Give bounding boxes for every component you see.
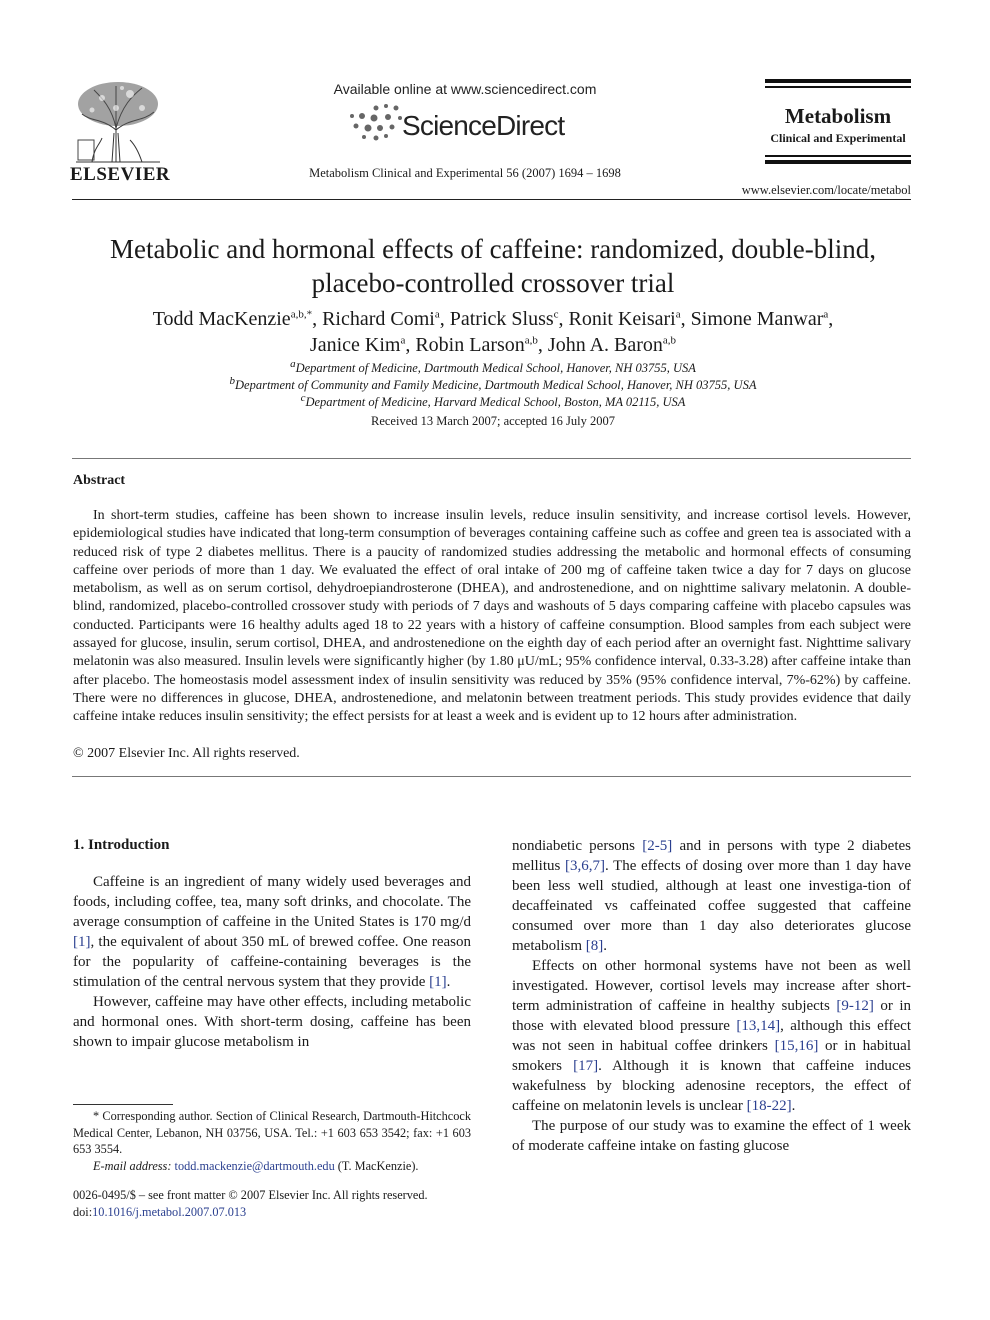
journal-title: Metabolism	[784, 104, 892, 128]
affiliation-sup: a	[290, 357, 296, 370]
body-column-right	[512, 836, 911, 1156]
journal-url[interactable]: www.elsevier.com/locate/metabol	[741, 183, 911, 197]
paragraph-text: Effects on other hormonal systems have not been as well investigated. However, cortisol levels may increase after short-term administration of caffeine in healthy subjects	[512, 958, 911, 1014]
citation-link[interactable]: [13,14]	[736, 1018, 781, 1034]
author-affil-sup: a,b	[524, 334, 538, 347]
journal-rule	[765, 155, 911, 157]
journal-rule	[765, 86, 911, 88]
author-affil-sup: a,b	[662, 334, 677, 347]
affiliation	[60, 374, 926, 393]
paragraph-text: Caffeine is an ingredient of many widely used beverages and foods, including coffee, tea, many soft drinks, and chocolate. The average consumption of caffeine in the United States is 170 mg/d	[73, 874, 471, 930]
author-name: Ronit Keisari	[568, 308, 676, 330]
abstract-copyright: © 2007 Elsevier Inc. All rights reserved.	[73, 746, 300, 761]
affiliation	[60, 357, 926, 376]
citation-link[interactable]: [2-5]	[642, 838, 673, 854]
publisher-name: ELSEVIER	[70, 164, 171, 185]
title-line: Metabolic and hormonal effects of caffeine: randomized, double-blind,	[110, 234, 876, 264]
author-name: Simone Manwar	[690, 308, 824, 330]
title-line: placebo-controlled crossover trial	[311, 268, 675, 298]
paragraph-text: or in habitual smokers	[512, 1038, 911, 1074]
footnote-rule	[73, 1104, 173, 1105]
journal-subtitle: Clinical and Experimental	[770, 131, 906, 145]
paragraph-text: , although this effect was not seen in habitual coffee drinkers	[512, 1018, 911, 1054]
author-name: Robin Larson	[415, 334, 525, 356]
author-name: Janice Kim	[309, 334, 401, 356]
doi-link[interactable]: 10.1016/j.metabol.2007.07.013	[92, 1205, 247, 1219]
abstract-text: In short-term studies, caffeine has been shown to increase insulin levels, reduce insulin sensitivity, and increase cortisol levels. However, epidemiological studies have indicated that long-term consumption of beverages containing caffeine such as coffee and green tea is associated with a reduced risk of type 2 diabetes mellitus. There is a paucity of randomized studies addressing the metabolic and hormonal effects of consuming caffeine over periods of more than 1 day. We evaluated the effect of oral intake of 200 mg of caffeine taken twice a day for 7 days on glucose metabolism, as well as on serum cortisol, dehydroepiandrosterone (DHEA), and androstenedione, and on nighttime salivary melatonin. A double-blind, randomized, placebo-controlled crossover study with periods of 7 days and washouts of 5 days comparing caffeine with placebo capsules was conducted. Participants were 16 healthy adults aged 18 to 22 years with a history of caffeine consumption. Blood samples from each subject were assayed for glucose, insulin, serum cortisol, DHEA, and androstenedione on the eighth day of each period after an overnight fast. Nighttime salivary melatonin was also measured. Insulin levels were significantly higher (by 1.80 μU/mL; 95% confidence interval, 0.33-3.28) after caffeine intake than after placebo. The homeostasis model assessment index of insulin sensitivity was reduced by 35% (95% confidence interval, 7%-62%) by caffeine. There were no differences in glucose, DHEA, androstenedione, and melatonin between treatment periods. This study provides evidence that daily caffeine intake reduces insulin sensitivity; the effect persists for at least a week and is evident up to 12 hours after administration.	[73, 508, 911, 725]
available-online-text[interactable]: Available online at www.sciencedirect.com	[333, 81, 597, 97]
author-affil-sup: a,b,*	[290, 308, 313, 321]
footnote-email	[73, 1158, 471, 1175]
article-title	[60, 232, 926, 300]
citation-link[interactable]: [8]	[585, 938, 604, 954]
affiliation-text: Department of Medicine, Dartmouth Medical School, Hanover, NH 03755, USA	[295, 361, 696, 375]
author-name: John A. Baron	[547, 334, 663, 356]
section-heading-introduction: 1. Introduction	[73, 837, 170, 853]
affiliation-text: Department of Medicine, Harvard Medical School, Boston, MA 02115, USA	[305, 395, 686, 409]
email-link[interactable]: todd.mackenzie@dartmouth.edu	[174, 1158, 335, 1173]
email-label: E-mail address:	[93, 1158, 172, 1173]
citation-link[interactable]: [3,6,7]	[564, 858, 605, 874]
paragraph: However, caffeine may have other effects, including metabolic and hormonal ones. With short-term dosing, caffeine has been shown to impair glucose metabolism in	[73, 994, 471, 1050]
issn-line: 0026-0495/$ – see front matter © 2007 Elsevier Inc. All rights reserved.	[73, 1188, 428, 1202]
author-affil-sup: a	[434, 308, 440, 321]
paragraph	[73, 872, 471, 992]
front-matter	[73, 1187, 471, 1221]
citation-link[interactable]: [9-12]	[836, 998, 874, 1014]
paragraph-text: nondiabetic persons	[512, 838, 643, 854]
abstract-heading: Abstract	[73, 473, 126, 488]
paragraph-text: or in those with elevated blood pressure	[512, 998, 911, 1034]
citation-link[interactable]: [1]	[429, 974, 447, 990]
paragraph-text: .	[791, 1098, 796, 1114]
paragraph-text: , the equivalent of about 350 mL of brewed coffee. One reason for the popularity of caffeine-containing beverages is the stimulation of the central nervous system that they provide	[73, 934, 471, 990]
author-list: Todd MacKenzie$^{a,b,*}$, Richard Comi$^a$, Patrick Sluss$^c$, Ronit Keisari$^a$, Simone Manwar$^a$, Janice Kim$^a$, Robin Larson$^{a,b}$, John A. Baron$^{a,b}$	[152, 308, 834, 356]
journal-rule	[765, 160, 911, 164]
corresponding-author-footnote	[73, 1108, 471, 1174]
citation-link[interactable]: [17]	[573, 1058, 599, 1074]
affiliation-sup: c	[300, 391, 306, 404]
citation-link[interactable]: [18-22]	[746, 1098, 792, 1114]
journal-rule	[765, 79, 911, 83]
journal-citation: Metabolism Clinical and Experimental 56 (2007) 1694 – 1698	[309, 166, 621, 180]
body-column-left	[73, 872, 471, 1052]
author-affil-sup: a	[675, 308, 681, 321]
email-suffix: (T. MacKenzie).	[334, 1158, 419, 1173]
doi-label: doi:	[73, 1205, 93, 1219]
citation-link[interactable]: [15,16]	[774, 1038, 819, 1054]
paragraph-text: .	[446, 974, 451, 990]
paragraph-text: . The effects of dosing over more than 1 day have been less well studied, although at least one investiga-tion of decaffeinated vs caffeinated coffee suggested that caffeine consumed over more than 1 day also deteriorates glucose metabolism	[512, 858, 911, 954]
paragraph	[512, 836, 911, 956]
elsevier-tree-logo	[72, 78, 164, 164]
paragraph-text: .	[603, 938, 607, 954]
sciencedirect-logo-text[interactable]: ScienceDirect	[402, 110, 565, 141]
author-affil-sup: a	[823, 308, 829, 321]
affiliation	[60, 391, 926, 410]
citation-link[interactable]: [1]	[73, 934, 91, 950]
author-name: Richard Comi	[322, 308, 435, 330]
doi-line	[73, 1204, 471, 1221]
paragraph-text: . Although it is known that caffeine induces wakefulness by blocking adenosine receptors, the effect of caffeine on melatonin levels is unclear	[512, 1058, 911, 1114]
header-divider	[72, 199, 911, 200]
affiliation-text: Department of Community and Family Medicine, Dartmouth Medical School, Hanover, NH 03755, USA	[235, 378, 757, 392]
author-name: Patrick Sluss	[449, 308, 554, 330]
paragraph: The purpose of our study was to examine the effect of 1 week of moderate caffeine intake on fasting glucose	[512, 1118, 911, 1154]
paragraph-text: and in persons with type 2 diabetes mellitus	[512, 838, 911, 874]
affiliation-sup: b	[229, 374, 236, 387]
received-dates: Received 13 March 2007; accepted 16 July 2007	[370, 414, 616, 428]
author-affil-sup: a	[400, 334, 406, 347]
author-name: Todd MacKenzie	[152, 308, 291, 330]
abstract-bottom-rule	[72, 776, 911, 777]
footnote-text: * Corresponding author. Section of Clinical Research, Dartmouth-Hitchcock Medical Center, Lebanon, NH 03756, USA. Tel.: +1 603 653 3542; fax: +1 603 653 3554.	[73, 1109, 471, 1156]
paragraph	[512, 956, 911, 1116]
author-affil-sup: c	[553, 308, 559, 321]
abstract-top-rule	[72, 458, 911, 459]
